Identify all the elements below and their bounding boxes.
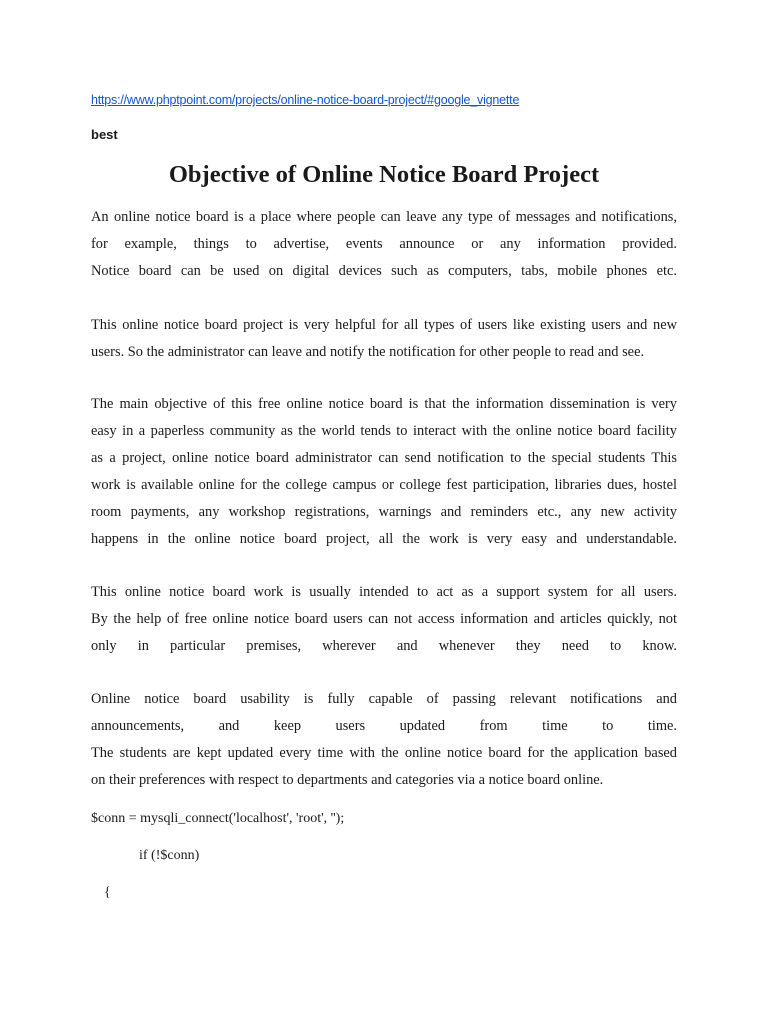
paragraph-line: work is available online for the college campus or college fest participation, libraries dues, hostel (91, 477, 677, 493)
paragraph-3 (91, 391, 677, 553)
paragraph-line: for example, things to advertise, events announce or any information provided. (91, 236, 677, 252)
paragraph-line: Notice board can be used on digital devices such as computers, tabs, mobile phones etc. (91, 263, 677, 279)
paragraph-line: announcements, and keep users updated from time to time. (91, 718, 677, 734)
page-title: Objective of Online Notice Board Project (168, 161, 600, 188)
paragraph-2 (91, 312, 677, 366)
paragraph-line: on their preferences with respect to departments and categories via a notice board online. (91, 772, 604, 788)
paragraph-line: room payments, any workshop registrations, warnings and reminders etc., any new activity (91, 504, 677, 520)
paragraph-4 (91, 579, 677, 660)
source-link[interactable]: https://www.phptpoint.com/projects/online-notice-board-project/#google_vignette (91, 93, 520, 107)
paragraph-5 (91, 686, 677, 794)
paragraph-line: users. So the administrator can leave and notify the notification for other people to read and see. (91, 344, 645, 360)
paragraph-line: By the help of free online notice board users can not access information and articles quickly, not (91, 611, 677, 627)
paragraph-line: happens in the online notice board project, all the work is very easy and understandable. (91, 531, 677, 547)
paragraph-line: as a project, online notice board administrator can send notification to the special students This (91, 450, 677, 466)
paragraph-line: easy in a paperless community as the world tends to interact with the online notice board facility (91, 423, 677, 439)
code-line-connect: $conn = mysqli_connect('localhost', 'root', ''); (91, 811, 345, 826)
paragraph-line: Online notice board usability is fully capable of passing relevant notifications and (91, 691, 677, 707)
paragraph-line: This online notice board work is usually intended to act as a support system for all users. (91, 584, 677, 600)
code-line-brace: { (104, 885, 111, 900)
tag-label: best (91, 127, 118, 142)
paragraph-line: An online notice board is a place where people can leave any type of messages and notifications, (91, 209, 677, 225)
code-line-if: if (!$conn) (139, 848, 200, 863)
paragraph-line: The main objective of this free online notice board is that the information dissemination is very (91, 396, 677, 412)
paragraph-1 (91, 204, 677, 285)
paragraph-line: The students are kept updated every time with the online notice board for the application based (91, 745, 677, 761)
paragraph-line: This online notice board project is very helpful for all types of users like existing users and new (91, 317, 677, 333)
paragraph-line: only in particular premises, wherever and whenever they need to know. (91, 638, 677, 654)
